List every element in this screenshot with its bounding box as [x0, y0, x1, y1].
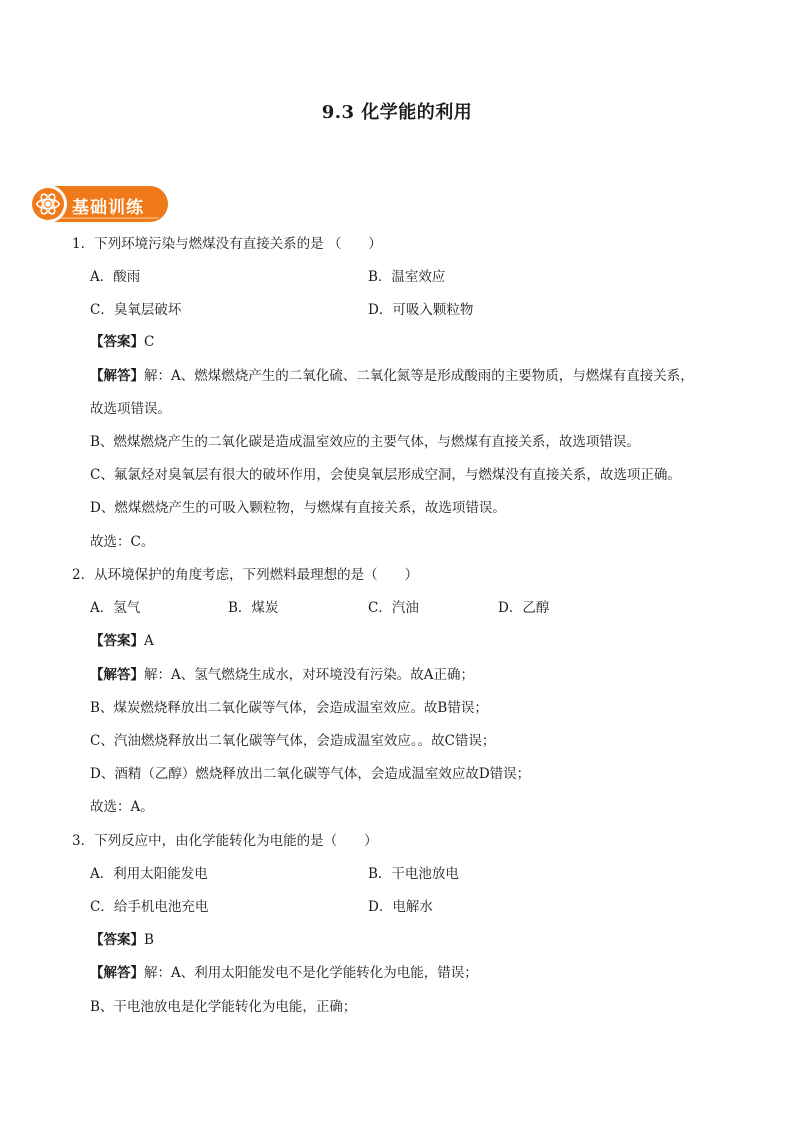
q3-analysis-line: B、干电池放电是化学能转化为电能，正确； — [90, 999, 357, 1015]
analysis-text: 解：A、燃煤燃烧产生的二氧化硫、二氧化氮等是形成酸雨的主要物质，与燃煤有直接关系， — [144, 368, 694, 384]
answer-value: C — [144, 334, 155, 350]
q1-stem: 1．下列环境污染与燃煤没有直接关系的是 （ ） — [72, 236, 382, 252]
q1-analysis-line: 故选：C。 — [90, 534, 155, 550]
q3-option-b: B．干电池放电 — [368, 866, 459, 882]
section-label: 基础训练 — [72, 198, 144, 218]
q3-option-a: A．利用太阳能发电 — [90, 866, 208, 882]
answer-value: B — [144, 932, 154, 948]
q1-analysis-line: B、燃煤燃烧产生的二氧化碳是造成温室效应的主要气体，与燃煤有直接关系，故选项错误。 — [90, 434, 640, 450]
q1-analysis-line: D、燃煤燃烧产生的可吸入颗粒物，与燃煤有直接关系，故选项错误。 — [90, 500, 506, 516]
answer-tag: 【答案】 — [90, 334, 144, 350]
q1-option-b: B．温室效应 — [368, 269, 446, 285]
q1-option-d: D．可吸入颗粒物 — [368, 302, 474, 318]
analysis-text: 解：A、利用太阳能发电不是化学能转化为电能，错误； — [144, 965, 478, 981]
q2-analysis-line — [90, 665, 474, 685]
analysis-tag: 【解答】 — [90, 965, 144, 981]
q3-option-d: D．电解水 — [368, 899, 433, 915]
q3-answer — [90, 930, 154, 950]
q1-answer — [90, 332, 154, 352]
q2-answer — [90, 631, 154, 651]
analysis-tag: 【解答】 — [90, 368, 144, 384]
q2-option-d: D．乙醇 — [498, 600, 550, 616]
q3-analysis-line — [90, 963, 478, 983]
q1-option-a: A．酸雨 — [90, 269, 141, 285]
q1-analysis-line — [90, 366, 694, 386]
analysis-text: 解：A、氢气燃烧生成水，对环境没有污染。故A正确； — [144, 667, 474, 683]
q2-stem: 2．从环境保护的角度考虑，下列燃料最理想的是（ ） — [72, 567, 419, 583]
q2-analysis-line: B、煤炭燃烧释放出二氧化碳等气体，会造成温室效应。故B错误； — [90, 700, 488, 716]
q2-analysis-line: C、汽油燃烧释放出二氧化碳等气体，会造成温室效应。。故C错误； — [90, 733, 496, 749]
answer-tag: 【答案】 — [90, 633, 144, 649]
q3-option-c: C．给手机电池充电 — [90, 899, 209, 915]
answer-value: A — [144, 633, 154, 649]
q1-analysis-line: 故选项错误。 — [90, 401, 171, 417]
q1-analysis-line: C、氟氯烃对臭氧层有很大的破坏作用，会使臭氧层形成空洞，与燃煤没有直接关系，故选项正确。 — [90, 467, 681, 483]
q2-option-c: C．汽油 — [368, 600, 419, 616]
q2-analysis-line: D、酒精（乙醇）燃烧释放出二氧化碳等气体，会造成温室效应故D错误； — [90, 766, 531, 782]
section-badge — [28, 184, 170, 224]
q2-option-b: B．煤炭 — [228, 600, 279, 616]
answer-tag: 【答案】 — [90, 932, 144, 948]
q1-option-c: C．臭氧层破坏 — [90, 302, 182, 318]
q3-stem: 3．下列反应中，由化学能转化为电能的是（ ） — [72, 833, 378, 849]
q2-analysis-line: 故选：A。 — [90, 799, 154, 815]
q2-option-a: A．氢气 — [90, 600, 141, 616]
page-title: 9.3 化学能的利用 — [321, 102, 473, 123]
analysis-tag: 【解答】 — [90, 667, 144, 683]
